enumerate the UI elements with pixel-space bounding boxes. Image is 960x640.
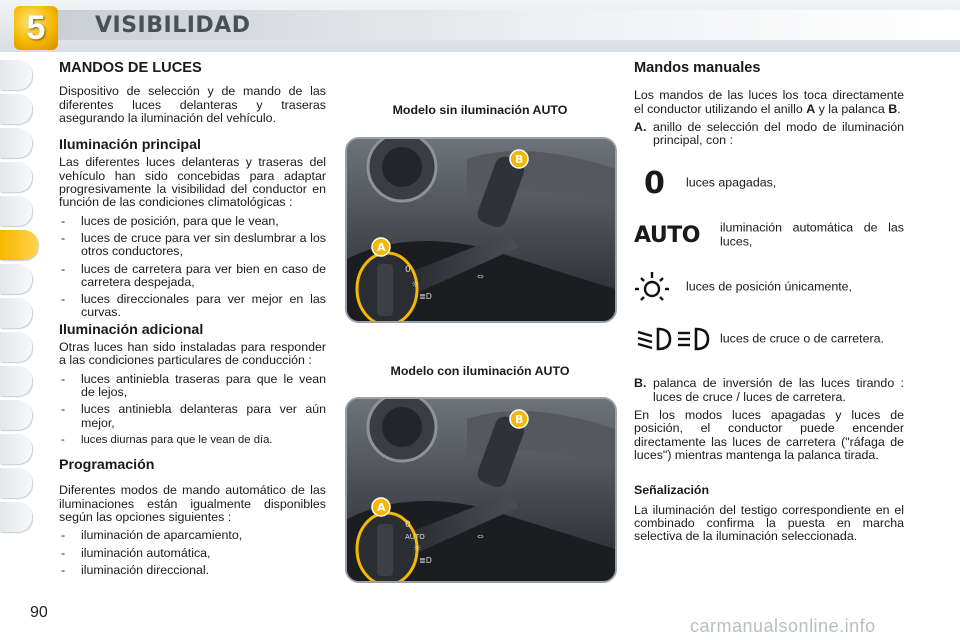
zero-icon: 0 [644, 165, 665, 201]
intro-text: Dispositivo de selección y de mando de las diferentes luces delanteras y traseras asegurando la iluminación del vehículo. [59, 84, 326, 125]
programming-list [59, 529, 326, 577]
figure-caption-bottom: Modelo con iluminación AUTO [390, 364, 570, 378]
main-lighting-heading: Iluminación principal [59, 137, 201, 154]
manual-intro-part: . [897, 101, 901, 116]
chapter-tab[interactable] [0, 502, 32, 532]
list-item: - luces de posición, para que le vean, [59, 215, 326, 228]
section-title: MANDOS DE LUCES [59, 60, 202, 76]
manual-intro-part: Los mandos de las luces los toca directamente el conductor utilizando el anillo [634, 88, 904, 116]
stalk-illustration [347, 139, 615, 321]
icon-row-text: luces de posición únicamente, [686, 279, 852, 294]
icon-row-text: iluminación automática de las luces, [720, 221, 904, 249]
programming-heading: Programación [59, 457, 155, 474]
list-item: - iluminación automática, [59, 547, 326, 560]
icon-row-text: luces de cruce o de carretera. [720, 331, 884, 346]
label-b: B [888, 101, 898, 116]
chapter-tab[interactable] [0, 366, 32, 396]
list-item: - luces direccionales para ver mejor en las curvas. [59, 293, 326, 320]
callout-b: B [515, 153, 524, 166]
right-column [634, 62, 904, 548]
chapter-tab[interactable] [0, 196, 32, 226]
signalling-text: La iluminación del testigo correspondiente en el combinado confirma la puesta en marcha selectiva de la iluminación seleccionada. [634, 502, 904, 544]
definition-a [634, 121, 904, 148]
chapter-tab[interactable] [0, 400, 32, 430]
label-a: A [806, 101, 816, 116]
left-column [59, 62, 326, 581]
figure-stalk-without-auto [345, 137, 617, 323]
icon-row-text: luces apagadas, [686, 175, 777, 190]
svg-text:⇔: ⇔ [477, 532, 484, 541]
svg-text:☼: ☼ [413, 544, 422, 554]
icon-row-auto [634, 215, 904, 255]
main-lighting-list [59, 215, 326, 320]
figure-caption-top: Modelo sin iluminación AUTO [392, 103, 568, 117]
extra-lighting-heading: Iluminación adicional [59, 321, 204, 338]
list-item: - iluminación de aparcamiento, [59, 529, 326, 542]
chapter-number-badge: 5 [14, 6, 58, 50]
list-item: - luces antiniebla delanteras para ver aún mejor, [59, 403, 326, 430]
callout-b: B [515, 413, 524, 426]
auto-icon: AUTO [634, 222, 700, 248]
icon-row-position [634, 267, 904, 307]
dipped-main-beam-icon [634, 324, 714, 354]
manual-intro-part: y la palanca [815, 101, 889, 116]
chapter-title: VISIBILIDAD [95, 13, 251, 38]
list-item: - luces de cruce para ver sin deslumbrar a los otros conductores, [59, 232, 326, 259]
chapter-tab[interactable] [0, 298, 32, 328]
position-lights-icon [634, 269, 670, 305]
definition-text: anillo de selección del modo de iluminación principal, con : [653, 119, 904, 148]
svg-text:≣D: ≣D [419, 556, 432, 565]
extra-lighting-text: Otras luces han sido instaladas para responder a las condiciones particulares de conducción : [59, 340, 326, 368]
extra-lighting-list [59, 373, 326, 447]
chapter-tab[interactable] [0, 128, 32, 158]
svg-text:0: 0 [405, 265, 411, 275]
figure-stalk-with-auto [345, 397, 617, 583]
chapter-tab[interactable] [0, 264, 32, 294]
chapter-tab[interactable] [0, 94, 32, 124]
svg-text:⇔: ⇔ [477, 272, 484, 281]
list-item: - luces de carretera para ver bien en caso de carretera despejada, [59, 263, 326, 290]
list-item: - iluminación direccional. [59, 564, 326, 577]
icon-row-off [634, 163, 904, 203]
stalk-illustration-auto [347, 399, 615, 581]
svg-text:0: 0 [405, 520, 411, 530]
flash-text: En los modos luces apagadas y luces de posición, el conductor puede encender directamente las luces de carretera ("ráfaga de luces") mientras mantenga la palanca tirada. [634, 408, 904, 462]
manual-intro [634, 89, 904, 116]
callout-a: A [377, 241, 386, 254]
callout-a: A [377, 501, 386, 514]
definition-key: A. [634, 119, 647, 134]
stalk-auto-label: AUTO [405, 533, 425, 541]
chapter-tab-active[interactable] [0, 230, 38, 260]
svg-text:≣D: ≣D [419, 292, 432, 301]
chapter-tab[interactable] [0, 468, 32, 498]
page-header [0, 0, 960, 52]
chapter-tab[interactable] [0, 60, 32, 90]
list-item: - luces diurnas para que le vean de día. [59, 434, 326, 447]
definition-text: palanca de inversión de las luces tirando : luces de cruce / luces de carretera. [653, 376, 904, 404]
watermark: carmanualsonline.info [690, 616, 876, 636]
signalling-heading: Señalización [634, 483, 710, 498]
manual-controls-title: Mandos manuales [634, 60, 761, 76]
programming-text: Diferentes modos de mando automático de las iluminaciones están igualmente disponibles según las opciones siguientes : [59, 483, 326, 525]
definition-b [634, 377, 904, 404]
icon-row-beams [634, 319, 904, 359]
chapter-tab[interactable] [0, 162, 32, 192]
svg-text:☼: ☼ [411, 280, 420, 290]
definition-key: B. [634, 376, 647, 391]
page-number: 90 [30, 604, 48, 621]
chapter-tab[interactable] [0, 434, 32, 464]
list-item: - luces antiniebla traseras para que le vean de lejos, [59, 373, 326, 400]
chapter-tab[interactable] [0, 332, 32, 362]
chapter-tabs [0, 60, 40, 536]
main-lighting-text: Las diferentes luces delanteras y traseras del vehículo han sido concebidas para adaptar progresivamente la visibilidad del conductor en función de las condiciones climatológicas : [59, 155, 326, 210]
